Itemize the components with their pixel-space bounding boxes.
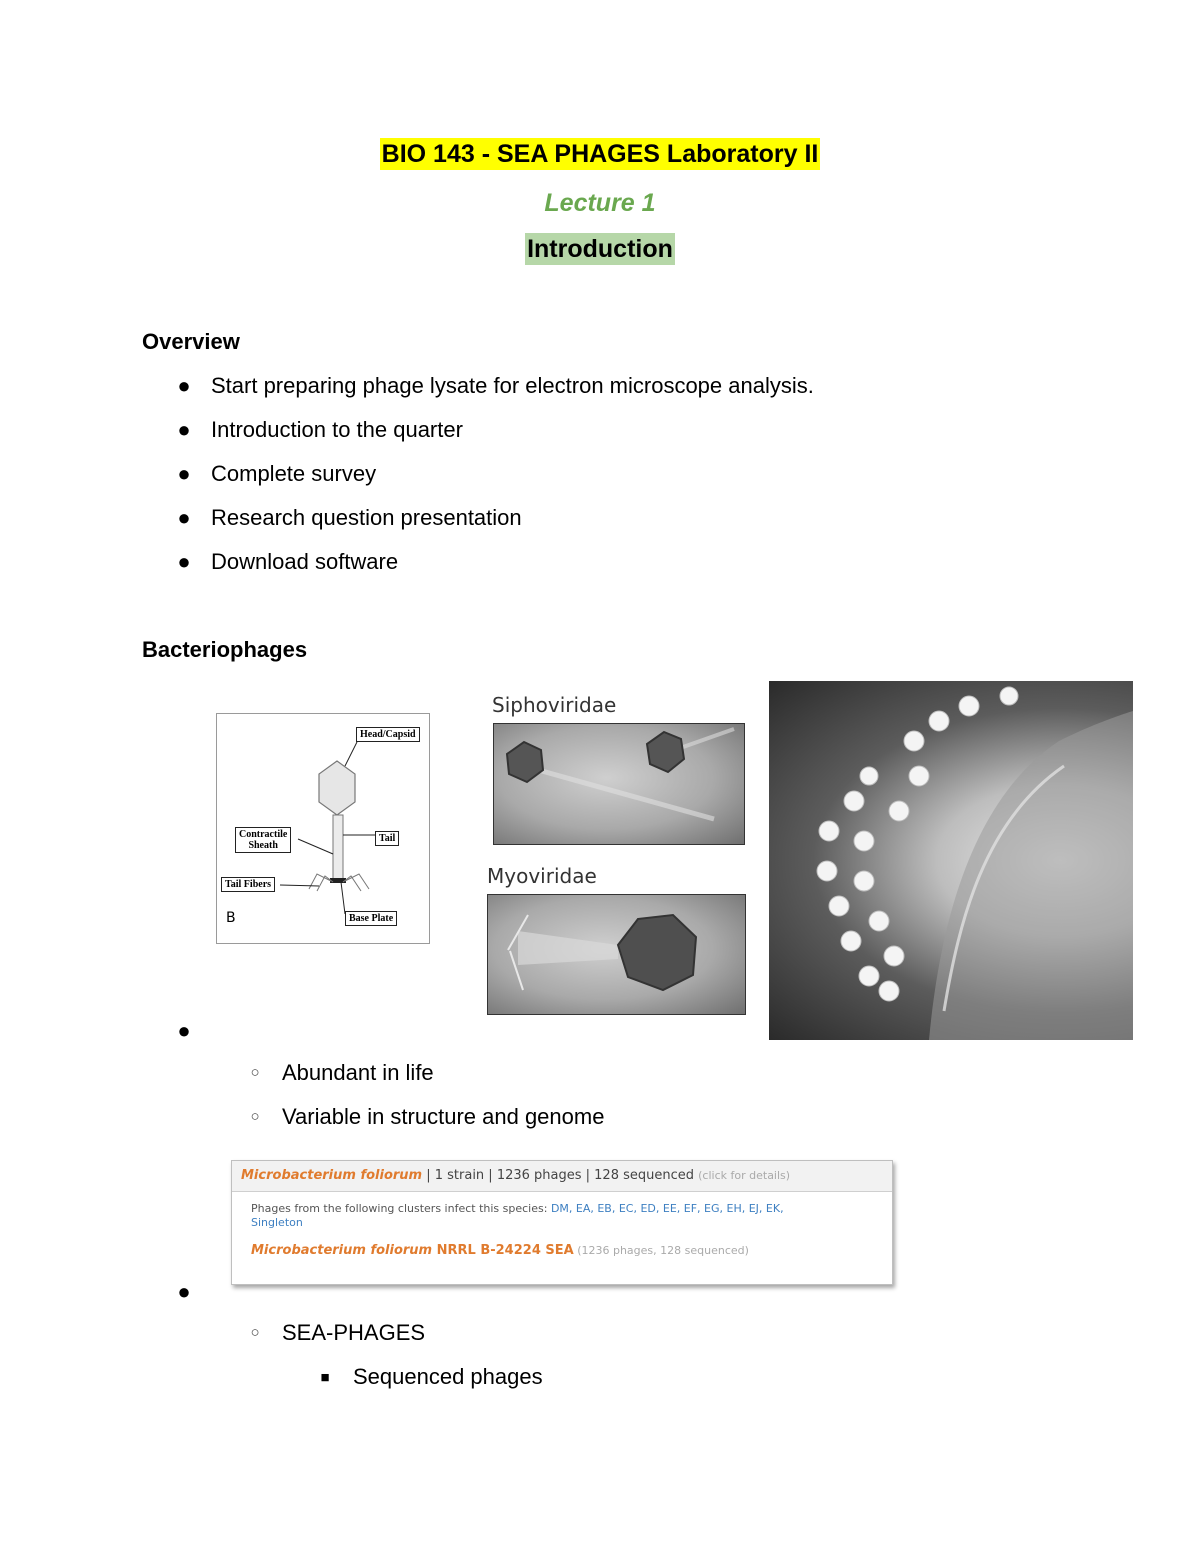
- cluster-links[interactable]: DM, EA, EB, EC, ED, EE, EF, EG, EH, EJ, EK,: [550, 1202, 784, 1215]
- overview-item: Complete survey: [211, 461, 377, 486]
- label-contractile-sheath: [235, 827, 291, 853]
- phagesdb-species-box: [231, 1160, 893, 1285]
- strain-name[interactable]: NRRL B-24224 SEA: [432, 1243, 574, 1258]
- label-sheath-line2: Sheath: [248, 840, 278, 851]
- bacteriophages-heading: Bacteriophages: [142, 637, 308, 662]
- title-text: BIO 143 - SEA PHAGES Laboratory II: [381, 140, 819, 168]
- bullet-circle: ○: [250, 1324, 260, 1341]
- sea-phages-item: SEA-PHAGES: [282, 1320, 426, 1345]
- phages-infecting-bacterium-micrograph: [769, 681, 1133, 1040]
- siphoviridae-caption: Siphoviridae: [492, 693, 617, 717]
- clusters-prefix: Phages from the following clusters infect this species:: [251, 1202, 551, 1215]
- myoviridae-micrograph: [487, 894, 746, 1015]
- bullet-disc: ●: [177, 417, 191, 442]
- strain-line: [251, 1244, 892, 1258]
- phagesdb-box-body: [232, 1192, 892, 1258]
- bullet-circle: ○: [250, 1064, 260, 1081]
- myoviridae-image: [488, 895, 745, 1014]
- siphoviridae-micrograph: [493, 723, 745, 845]
- section-text: Introduction: [527, 235, 673, 263]
- overview-heading: Overview: [142, 329, 240, 354]
- strain-stats: (1236 phages, 128 sequenced): [573, 1244, 749, 1257]
- label-base-plate: Base Plate: [345, 911, 397, 926]
- overview-item: Introduction to the quarter: [211, 417, 463, 442]
- overview-item: Start preparing phage lysate for electron microscope analysis.: [211, 373, 814, 398]
- label-tail-fibers: Tail Fibers: [221, 877, 275, 892]
- label-head-capsid: Head/Capsid: [356, 727, 420, 742]
- bullet-disc: ●: [177, 1018, 191, 1043]
- label-sheath-line1: Contractile: [239, 829, 288, 840]
- strain-species[interactable]: Microbacterium foliorum: [251, 1243, 433, 1258]
- phagesdb-box-header: [232, 1161, 892, 1192]
- bullet-disc: ●: [177, 373, 191, 398]
- myoviridae-caption: Myoviridae: [487, 864, 597, 888]
- panel-label: B: [226, 910, 236, 926]
- species-link[interactable]: Microbacterium foliorum: [241, 1168, 423, 1183]
- label-tail: Tail: [375, 831, 399, 846]
- overview-item: Research question presentation: [211, 505, 522, 530]
- phage-structure-diagram: [216, 713, 430, 944]
- overview-item: Download software: [211, 549, 399, 574]
- lecture-text: Lecture 1: [544, 189, 656, 217]
- bullet-disc: ●: [177, 505, 191, 530]
- bullet-disc: ●: [177, 461, 191, 486]
- lecture-subtitle: [0, 189, 1200, 218]
- sub-item: Variable in structure and genome: [282, 1104, 605, 1129]
- species-stats: | 1 strain | 1236 phages | 128 sequenced: [422, 1168, 699, 1183]
- bullet-disc: ●: [177, 549, 191, 574]
- phage-cluster-image: [769, 681, 1133, 1040]
- bullet-circle: ○: [250, 1108, 260, 1125]
- singleton-link[interactable]: Singleton: [251, 1216, 303, 1229]
- document-title: [0, 140, 1200, 169]
- siphoviridae-image: [494, 724, 744, 844]
- bullet-square: ■: [320, 1369, 330, 1386]
- click-for-details[interactable]: (click for details): [698, 1169, 791, 1182]
- sub-item: Abundant in life: [282, 1060, 434, 1085]
- bullet-disc: ●: [177, 1279, 191, 1304]
- section-title: [0, 235, 1200, 264]
- sequenced-phages-item: Sequenced phages: [353, 1364, 543, 1389]
